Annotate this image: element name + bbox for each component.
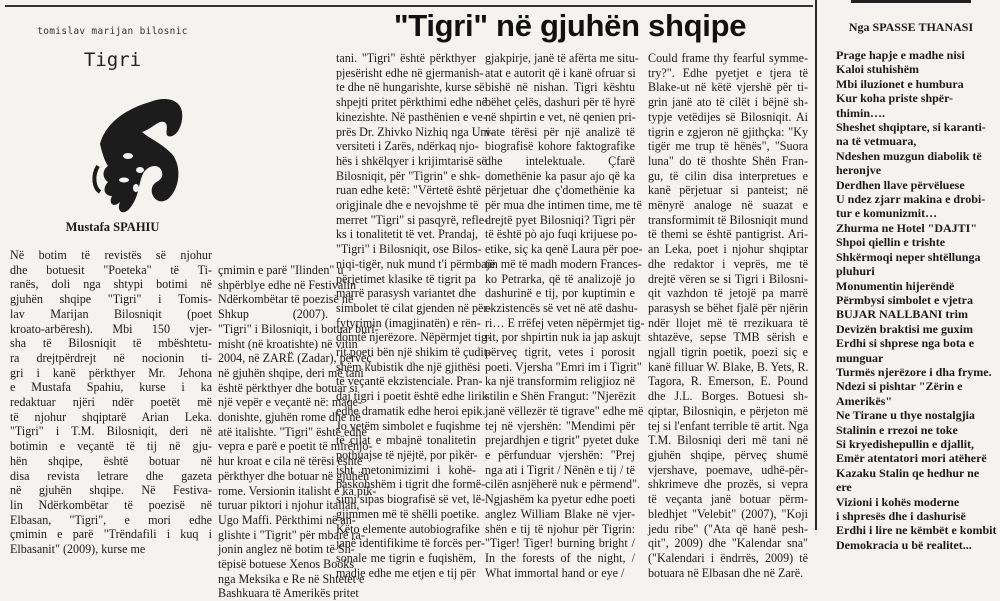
article-text-line: qit", 2009) dhe "Kalendar sna" — [648, 536, 808, 551]
article-column-2 — [218, 263, 379, 601]
poem-line: Prage hapje e madhe nisi — [836, 48, 965, 62]
poem-line: Kazaku Stalin qe hedhur ne — [836, 465, 980, 480]
article-text-line: misht (në kroatishte) në vitin — [218, 336, 358, 351]
article-text-line: ekzistencës së vet në atë dashu- — [485, 300, 638, 315]
article-text-line: të veçanta janë botuar përm- — [648, 492, 808, 507]
poem-line: Turmës njerëzore i dha fryme. — [836, 364, 992, 379]
sidebar-byline: Nga SPASSE THANASI — [848, 20, 974, 34]
article-text-line: gjuhën shqipe, përveç shumë — [648, 447, 808, 462]
article-text-line: donishte, gjuhën rome dhe në — [218, 410, 361, 425]
article-text-line: 2004, në ZARË (Zadar), përveç — [218, 351, 372, 366]
article-text-line: për mua dhe intimen time, me të — [485, 198, 642, 213]
article-text-line: jonin anglez në botim të Sh- — [218, 542, 355, 557]
article-text-line: rit poeti bën një shikim të çudit- — [336, 345, 492, 360]
poem-line: Ndezi si pishtar "Zërin e — [836, 379, 963, 394]
poem-line: Demokracia u bë realitet... — [836, 537, 972, 552]
article-text-line: janë identifikime të forcës per- — [336, 536, 485, 551]
article-text-line: poeti. Vjersha "Emri im i Tigrit" — [485, 359, 642, 374]
article-text-line: të njohur shqiptarë Arian Leka. — [10, 409, 212, 424]
poem-line: Stalinin e rrezoi ne toke — [836, 422, 958, 437]
poem-line: Vizioni i kohës moderne — [836, 494, 960, 509]
article-text-line: gu, të cilin disa interpretues e — [648, 168, 808, 183]
article-text-line: atë italishte. "Tigri" është edhe — [218, 424, 367, 439]
article-text-line: përjetimet klasike të tigrit pa — [336, 271, 476, 286]
article-text-line: Këto elemente autobiografike — [336, 521, 480, 536]
article-text-line: rome. Versionin italisht e ka pik- — [218, 483, 377, 498]
article-text-line: Jo vetëm simbolet e fuqishme — [336, 418, 481, 433]
article-text-line: kanë filluar W. Blake, B. Yets, R. — [648, 359, 809, 374]
article-text-line: origjinale dhe e nevojshme të — [336, 198, 479, 213]
article-text-line: të veçantë ekzistenciale. Pran- — [336, 374, 483, 389]
article-headline: "Tigri" në gjuhën shqipe — [393, 8, 747, 43]
article-text-line: an Leka, poet i njohur shqiptar — [648, 242, 808, 257]
article-text-line: simbolet të cilat gjenden në për- — [336, 300, 492, 315]
article-text-line: pjesërisht edhe në gjermanish- — [336, 65, 484, 80]
article-text-line: hën shqipe, është botuar në — [10, 453, 212, 468]
article-text-line: domethënie ka pasur ajo që ka — [485, 168, 635, 183]
article-text-line: disa revista letrare dhe gazeta — [10, 468, 212, 483]
poem-line: Zhurma ne Hotel "DAJTI" — [836, 220, 977, 235]
poem-line: Ndeshen muzgun diabolik të — [836, 148, 982, 163]
article-column-5 — [648, 51, 808, 580]
article-text-line: përkthyer dhe botuar në gjuhën — [218, 468, 370, 483]
article-text-line: në gjuhën shqipe, deri më tani — [218, 365, 364, 380]
article-text-line: turuar piktori i njohur italian, — [218, 498, 360, 513]
book-title: Tigri — [83, 49, 142, 71]
article-text-line: niqi-tigër, nuk mund t'i përmbajë — [336, 256, 496, 271]
article-text-line: domtë njerëzore. Nëpërmjet tig- — [336, 330, 492, 345]
article-text-line: dhe botuesit "Poeteka" të Ti- — [10, 262, 212, 277]
poem-line: Erdhi si shprese nga bota e — [836, 336, 975, 351]
article-text-line: përveç tigrit, vetes i porosit — [485, 345, 635, 360]
article-text-line: prës Dr. Zhivko Nizhiq nga Uni- — [336, 124, 494, 139]
article-text-line: atat e autorit që i kanë ofruar si — [485, 65, 636, 80]
poem-line: Përmbysi simbolet e vjetra — [836, 292, 973, 307]
article-text-line: kroato-arbëresh). Mbi 150 vjer- — [10, 321, 212, 336]
article-text-line: kinezishte. Në pasthënien e ve- — [336, 109, 487, 124]
article-text-line: Elbasanit" (2009), kurse me — [10, 542, 146, 557]
article-text-line: cilën asnjëherë nuk e përmend". — [485, 477, 641, 492]
article-text-line: lav Marijan Bilosniqit (poet — [10, 306, 212, 321]
poem-line: Sheshet shqiptare, si karanti- — [836, 120, 986, 135]
article-text-line: bledhjet "Velebit" (2007), "Koji — [648, 506, 808, 521]
article-text-line: gjakpirje, janë të afërta me situ- — [485, 51, 639, 65]
poem-line: i shpresës dhe i dashurisë — [836, 509, 966, 523]
article-text-line: Ndërkombëtar të poezisë në — [218, 292, 354, 307]
article-text-line: anglez William Blake në vjer- — [485, 506, 635, 521]
article-text-line: nga Meksika e Re në Shtetet e — [218, 571, 365, 586]
article-text-line: dhe J.L. Borges. Botuesi sh- — [648, 389, 808, 404]
article-text-line: botuara në Elbasan dhe në Zarë. — [648, 565, 804, 580]
poem-line: Derdhen llave përvëluese — [836, 177, 965, 192]
poem-line: Emër atentatori mori atëherë — [836, 451, 987, 466]
article-text-line: përjetuar dhe ç'domethënie ka — [485, 183, 635, 198]
article-text-line: dhe redaktor i veprës, me të — [648, 256, 808, 271]
poem-line: Erdhi i lire ne këmbët e kombit — [836, 523, 997, 538]
article-text-line: stilin e Shën Frangut: "Njerëzit — [485, 389, 636, 404]
poem-line: Devizën braktisi me guxim — [836, 321, 973, 336]
article-text-line: Tagora, R. Emerson, E. Pound — [648, 374, 808, 389]
article-text-line: të është pò ajo fuqi krijuese po- — [485, 227, 638, 242]
article-text-line: tigër me trup të hënës", "Suora — [648, 139, 808, 154]
article-text-line: Could frame thy fearful symme- — [648, 51, 808, 65]
article-text-line: What immortal hand or eye / — [485, 565, 625, 580]
article-text-line: shtazëve, sepse TMB sërish e — [648, 330, 808, 345]
poem-line: Shkërmoqi neper shtëllunga — [836, 249, 981, 264]
article-text-line: tani. "Tigri" është përkthyer — [336, 51, 476, 65]
article-text-line: versiteti i Zarës, ndërkaq njo- — [336, 139, 479, 154]
article-text-line: sha të Bilosniqit të mbështetu- — [10, 336, 212, 351]
book-cover — [10, 14, 215, 214]
sidebar-poem — [836, 48, 996, 552]
article-text-line: në shpirtin e vet, në qenien pri- — [485, 109, 636, 124]
article-text-line: ruan edhe ketë: "Vërtetë është — [336, 183, 482, 198]
sidebar-heading-cut-off — [826, 0, 996, 4]
article-text-line: gjimmen më të shëlli poetike. — [336, 506, 480, 521]
article-text-line: gjuhën shqipe "Tigri" i Tomis- — [10, 292, 212, 307]
article-text-line: Ugo Maffi. Përkthimi në an- — [218, 512, 356, 527]
article-text-line: drejtë pyet Bilosniqi? Tigri për — [485, 212, 635, 227]
article-text-line: parasysh se bëhet fjalë për njërin — [648, 300, 808, 315]
poem-line: na të vetmuara, — [836, 134, 917, 149]
article-text-line: rit, por shpirtin nuk ia jap askujt — [485, 330, 641, 345]
article-text-line: qiptar, Bilosniqin, e përjeton më — [648, 403, 808, 418]
article-text-line: tej si l'enfant terrible të artit. Nga — [648, 418, 809, 433]
article-text-line: e përfunduar vjershën: "Prej — [485, 447, 635, 462]
poem-line: munguar — [836, 350, 884, 365]
article-text-line: glishte i "Tigrit" për mbarë ra- — [218, 527, 365, 542]
poem-line: tur e komunizmit… — [836, 206, 938, 221]
article-text-line: qit vazhdon të jetojë pa marrë — [648, 286, 808, 301]
article-text-line: të themi se është pantigrist. Ari- — [648, 227, 808, 242]
article-text-line: ngjall tigrin poetik, poezi siç e — [648, 345, 808, 360]
poem-line: thimin…. — [836, 105, 886, 120]
article-text-line: lin Ndërkombëtar të poezisë në — [10, 497, 212, 512]
article-text-line: merret "Tigri" si pasqyrë, refle- — [336, 212, 489, 227]
article-text-line: bëhet çelës, dashuri për të hyrë — [485, 95, 635, 110]
article-text-line: ka një transformim religjioz në — [485, 374, 635, 389]
article-text-line: sonale me tigrin e fuqishëm, — [336, 550, 476, 565]
article-text-line: vepra e parë e poetit të mirënjo- — [218, 439, 373, 454]
article-text-line: "Tigri" i Bilosniqit, i botuar buri- — [218, 321, 379, 336]
poem-line: BUJAR NALLBANI trim — [836, 307, 968, 322]
article-text-line: Bilosniqit, për "Tigrin" e shk- — [336, 168, 481, 183]
article-text-line: "Tiger! Tiger! burning bright / — [485, 536, 635, 551]
article-text-line: hës i shkëlqyer i krijimtarisë së — [336, 153, 487, 168]
article-text-line: dashurinë e tij, por kuptimin e — [485, 286, 635, 301]
tiger-drawing-icon — [80, 84, 200, 224]
article-text-line: typje vetëdijes së Bilosniqit. Ai — [648, 109, 808, 124]
article-text-line: isht metonimizimi i kohë- — [336, 462, 476, 477]
poem-line: Monumentin hijerëndë — [836, 278, 955, 293]
article-text-line: ko Petrarka, që të analizojë jo — [485, 271, 635, 286]
article-text-line: In the forests of the night, / — [485, 550, 635, 565]
article-text-line: shën e tij të njohur për Tigrin: — [485, 521, 635, 536]
article-text-line: te dhe në hungarishte, kurse së — [336, 80, 485, 95]
article-column-4 — [485, 51, 645, 580]
article-text-line: është përkthyer dhe botuar si — [218, 380, 358, 395]
article-text-line: ks i tonalitetit të vet. Prandaj, — [336, 227, 479, 242]
article-text-line: luna" do të thoshte Shën Fran- — [648, 153, 808, 168]
article-text-line: ra drejtpërdrejt në nocionin ti- — [10, 350, 212, 365]
article-text-line: Blake-ut në këtë vjershë për ti- — [648, 80, 808, 95]
article-text-line: shpërblye edhe në Festivalin — [218, 277, 357, 292]
poem-line: heronjve — [836, 163, 882, 178]
book-author: tomislav marijan bilosnic — [37, 26, 188, 37]
article-text-line: prejardhjen e tigrit" pyetet duke — [485, 433, 640, 448]
article-text-line: T.M. Bilosniqi deri më tani në — [648, 433, 808, 448]
article-text-line: botimin e veçantë të tij në gju- — [10, 439, 212, 454]
article-byline: Mustafa SPAHIU — [65, 220, 160, 234]
article-text-line: etike, siç ka qenë Laura për poe- — [485, 242, 643, 257]
article-text-line: nga ati i Tigrit / Nënën e tij / të — [485, 462, 635, 477]
article-text-line: fytyrimin (imagjinatën) e rën- — [336, 315, 481, 330]
article-text-line: marrë parasysh variantet dhe — [336, 286, 476, 301]
poem-line: Kaloi stuhishëm — [836, 62, 920, 77]
article-text-line: bishë në nishan. Tigri kështu — [485, 80, 635, 95]
article-text-line: Elbasan, "Tigri", e mori edhe — [10, 512, 212, 527]
article-text-line: tigrin e zgjeron në gjithçka: "Ky — [648, 124, 808, 139]
poem-line: Kur koha priste shpër- — [836, 91, 954, 106]
article-text-line: kanë përjetuar si panteist; në — [648, 183, 808, 198]
article-text-line: paskohshëm i tigrit dhe formë- — [336, 477, 486, 492]
article-text-line: "Tigri" i T.M. Bilosniqit, deri në — [10, 424, 212, 439]
poem-line: Shpoi qiellin e trishte — [836, 235, 946, 250]
article-text-line: shëm kubistik dhe një gjithësi — [336, 359, 481, 374]
poem-line: Ne Tirane u thye nostalgjia — [836, 408, 975, 423]
article-text-line: çmimin e parë "Ilinden" u — [218, 263, 344, 277]
article-text-line: janë vëllezër të tigrave" edhe më — [485, 403, 644, 418]
article-text-line: pothuajse të njëjtë, por pikër- — [336, 447, 478, 462]
article-text-line: tin më të madh modern Frances- — [485, 256, 642, 271]
article-text-line: vjershave, poemave, udhë-për- — [648, 462, 808, 477]
article-text-line: try?". Edhe pyetjet e tjera të — [648, 65, 808, 80]
article-text-line: shkrimeve dhe prozës, si vepra — [648, 477, 808, 492]
article-text-line: madje edhe me etjen e tij për — [336, 565, 476, 580]
article-text-line: në gjuhën shqipe. Në Festiva- — [10, 483, 212, 498]
article-text-line: mënyrë analoge në suazat e — [648, 198, 808, 213]
article-text-line: çmimin e parë "Trëndafili i kuq i — [10, 527, 212, 542]
article-text-line: hur kroat e cila në tërësi është — [218, 454, 363, 469]
article-text-line: simi sipas biografisë së vet, lë- — [336, 492, 486, 507]
article-text-line: tëpisë botuese Xenos Books — [218, 557, 355, 572]
article-text-line: e Mustafa Spahiu, kurse i ka — [10, 380, 212, 395]
article-text-line: daj tigri i poetit është edhe lirik — [336, 389, 488, 404]
article-text-line: Shkup (2007). — [218, 307, 328, 322]
article-text-line: gri i kanë përkthyer Mr. Jehona — [10, 365, 212, 380]
article-text-line: ri… E rrëfej veten nëpërmjet tig- — [485, 315, 645, 330]
poem-line: ere — [836, 480, 852, 495]
article-text-line: shpejti pritet përkthimi edhe në — [336, 95, 488, 110]
column-divider — [815, 0, 817, 530]
article-text-line: Në botim të revistës së njohur — [10, 248, 212, 262]
article-text-line: grin janë ato të cilët i bëjnë sh- — [648, 95, 808, 110]
poem-line: Si kryedishepullin e djallit, — [836, 436, 975, 451]
article-text-line: ("Kalendari i ëndrrës, 2009) të — [648, 550, 808, 565]
article-text-line: tej në vjershën: "Mendimi për — [485, 418, 635, 433]
top-rule — [5, 5, 813, 7]
poem-line: pluhuri — [836, 264, 875, 279]
article-text-line: transformimit të Bilosniqit mund — [648, 212, 808, 227]
article-text-line: redaktuar njëri ndër poetët më — [10, 395, 212, 410]
article-column-1 — [10, 248, 212, 557]
article-text-line: të cilat e mbajnë tonalitetin — [336, 433, 476, 448]
article-text-line: drejtë vëren se si Tigri i Bilosni- — [648, 271, 808, 286]
poem-line: Mbi iluzionet e humbura — [836, 76, 964, 91]
article-text-line: Bashkuara të Amerikës pritet — [218, 586, 359, 601]
poem-line: U ndez zjarr makina e drobi- — [836, 192, 986, 207]
article-text-line: Ngjashëm ka pyetur edhe poeti — [485, 492, 636, 507]
article-text-line: një vepër e veçantë në: maqe- — [218, 395, 363, 410]
article-text-line: "Tigri" i Bilosniqit, ose Bilos- — [336, 242, 482, 257]
poem-line: Amerikës" — [836, 393, 892, 408]
article-text-line: dhe intelektuale. Çfarë — [485, 153, 635, 168]
article-column-3 — [336, 51, 496, 580]
article-text-line: edhe dramatik edhe heroi epik. — [336, 403, 486, 418]
article-text-line: biografisë kohore faktografike — [485, 139, 635, 154]
article-text-line: ndër llojet më të rrezikuara të — [648, 315, 808, 330]
article-text-line: vate tërësi për një analizë të — [485, 124, 635, 139]
article-text-line: ranës, doli nga shtypi botimi në — [10, 277, 212, 292]
article-text-line: jedu ribe" ("Ata që hanë pesh- — [648, 521, 808, 536]
